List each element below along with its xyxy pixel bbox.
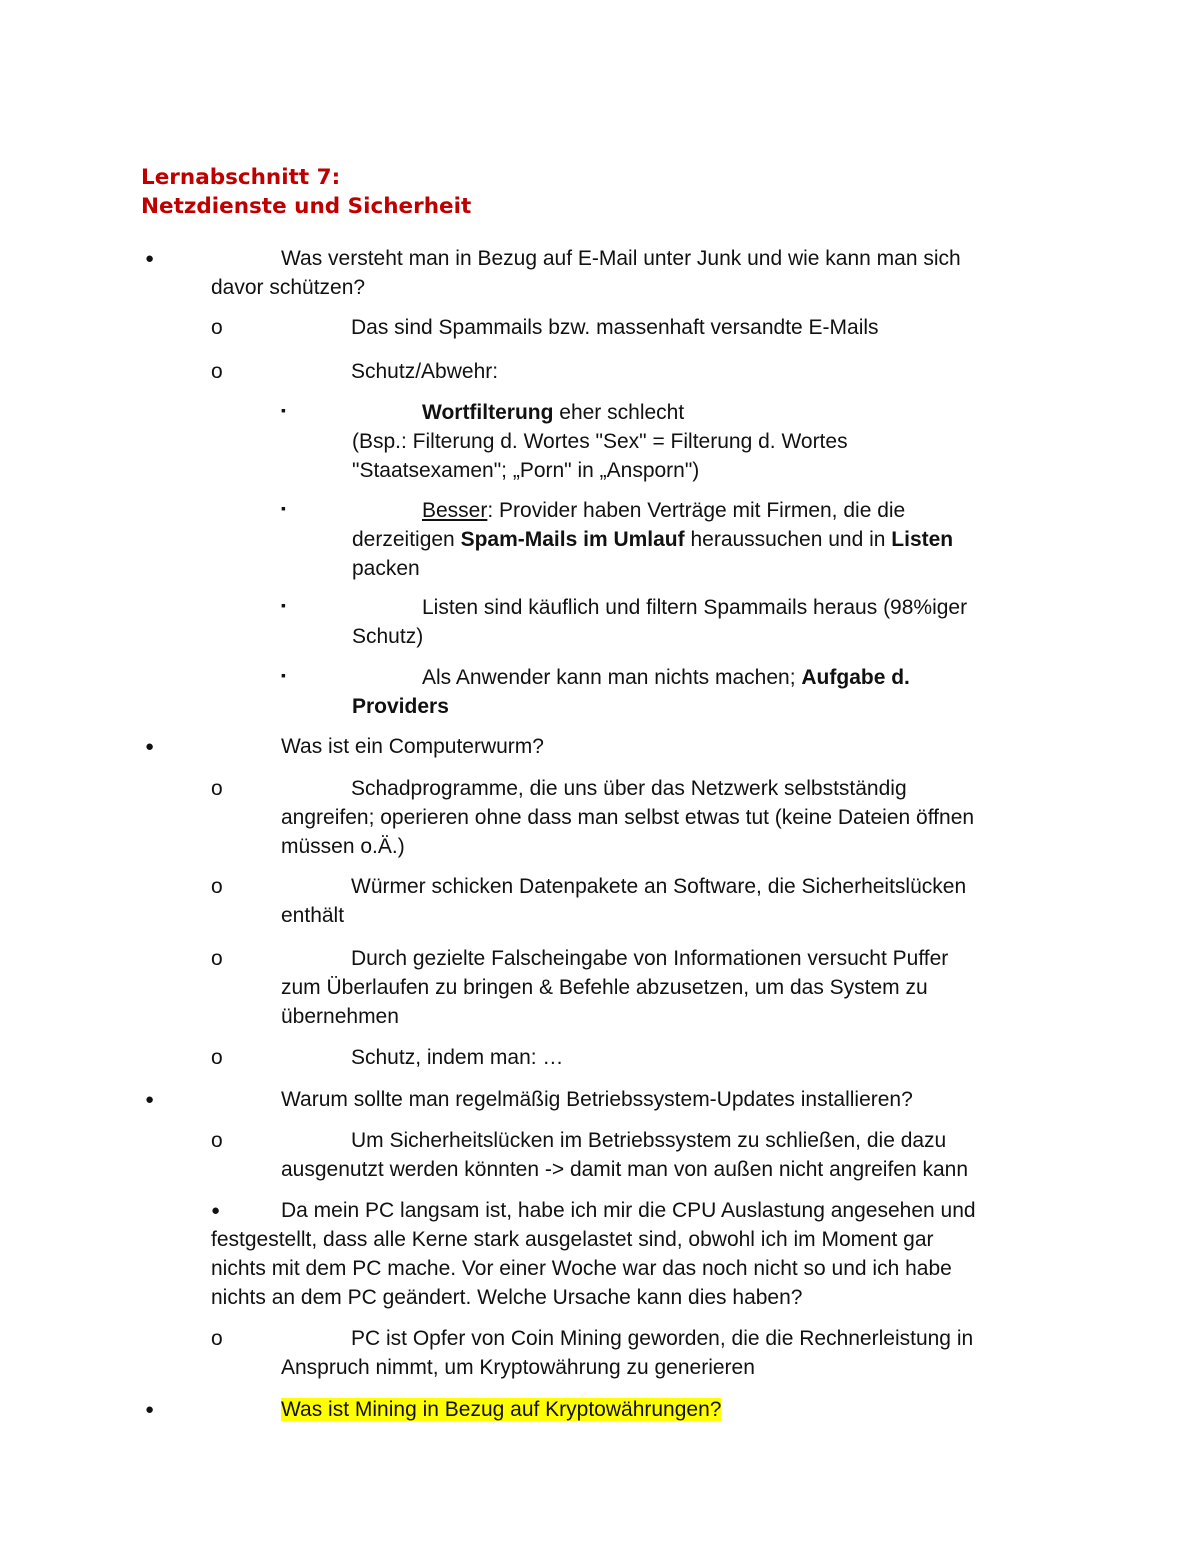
circle-bullet-icon: o bbox=[211, 1046, 223, 1069]
answer-text: Schutz/Abwehr: bbox=[351, 360, 499, 383]
answer-text: : Provider haben Verträge mit Firmen, die die bbox=[487, 499, 906, 522]
answer-item bbox=[211, 1324, 974, 1382]
question-text: Was ist ein Computerwurm? bbox=[281, 735, 544, 758]
answer-text: Durch gezielte Falscheingabe von Informationen versucht Puffer bbox=[351, 947, 949, 970]
answer-text: packen bbox=[352, 557, 420, 580]
answer-text: Um Sicherheitslücken im Betriebssystem zu schließen, die dazu bbox=[351, 1129, 947, 1152]
answer-text: (Bsp.: Filterung d. Wortes "Sex" = Filterung d. Wortes bbox=[352, 430, 848, 453]
bold-term: Aufgabe d. bbox=[801, 666, 910, 689]
answer-text: übernehmen bbox=[281, 1005, 399, 1028]
question-text: Warum sollte man regelmäßig Betriebssystem-Updates installieren? bbox=[281, 1088, 913, 1111]
bold-term: Wortfilterung bbox=[422, 401, 554, 424]
answer-text: Listen sind käuflich und filtern Spammails heraus (98%iger bbox=[422, 596, 968, 619]
question-cpu-load bbox=[211, 1196, 976, 1312]
answer-text: eher schlecht bbox=[553, 401, 685, 424]
question-mining bbox=[145, 1395, 722, 1424]
circle-bullet-icon: o bbox=[211, 777, 223, 800]
answer-text: angreifen; operieren ohne dass man selbst etwas tut (keine Dateien öffnen bbox=[281, 806, 975, 829]
question-text: nichts an dem PC geändert. Welche Ursache kann dies haben? bbox=[211, 1286, 803, 1309]
question-text: nichts mit dem PC mache. Vor einer Woche war das noch nicht so und ich habe bbox=[211, 1257, 952, 1280]
document-title bbox=[141, 163, 471, 221]
highlighted-question-text: Was ist Mining in Bezug auf Kryptowährungen? bbox=[281, 1398, 722, 1421]
circle-bullet-icon: o bbox=[211, 947, 223, 970]
answer-text: ausgenutzt werden könnten -> damit man von außen nicht angreifen kann bbox=[281, 1158, 969, 1181]
answer-text: müssen o.Ä.) bbox=[281, 835, 405, 858]
circle-bullet-icon: o bbox=[211, 875, 223, 898]
question-text: festgestellt, dass alle Kerne stark ausgelastet sind, obwohl ich im Moment gar bbox=[211, 1228, 934, 1251]
sub-answer-item bbox=[281, 663, 910, 721]
square-bullet-icon: ▪ bbox=[281, 500, 286, 516]
answer-item bbox=[211, 1043, 564, 1072]
bullet-icon: ● bbox=[145, 1091, 155, 1108]
bullet-icon: ● bbox=[145, 250, 155, 267]
answer-text: Als Anwender kann man nichts machen; bbox=[422, 666, 802, 689]
answer-text: Schutz) bbox=[352, 625, 424, 648]
answer-text: Schadprogramme, die uns über das Netzwerk selbstständig bbox=[351, 777, 907, 800]
question-text: davor schützen? bbox=[211, 276, 366, 299]
title-line-1: Lernabschnitt 7: bbox=[141, 165, 341, 190]
question-text: Da mein PC langsam ist, habe ich mir die CPU Auslastung angesehen und bbox=[281, 1199, 976, 1222]
answer-item bbox=[211, 944, 949, 1031]
question-junk-mail bbox=[145, 244, 961, 302]
circle-bullet-icon: o bbox=[211, 1129, 223, 1152]
answer-item bbox=[211, 774, 975, 861]
square-bullet-icon: ▪ bbox=[281, 667, 286, 683]
title-line-2: Netzdienste und Sicherheit bbox=[141, 194, 472, 219]
answer-item bbox=[211, 313, 879, 342]
answer-text: PC ist Opfer von Coin Mining geworden, die die Rechnerleistung in bbox=[351, 1327, 974, 1350]
question-computer-worm bbox=[145, 732, 544, 761]
circle-bullet-icon: o bbox=[211, 1327, 223, 1350]
bullet-icon: ● bbox=[145, 738, 155, 755]
answer-text: Würmer schicken Datenpakete an Software, die Sicherheitslücken bbox=[351, 875, 967, 898]
answer-text: Das sind Spammails bzw. massenhaft versandte E-Mails bbox=[351, 316, 879, 339]
bullet-icon: ● bbox=[145, 1401, 155, 1418]
answer-item bbox=[211, 872, 967, 930]
underlined-term: Besser bbox=[422, 499, 488, 522]
square-bullet-icon: ▪ bbox=[281, 597, 286, 613]
bold-term: Providers bbox=[352, 695, 449, 718]
bold-term: Listen bbox=[891, 528, 954, 551]
answer-text: heraussuchen und in bbox=[684, 528, 892, 551]
bullet-icon: ● bbox=[211, 1202, 221, 1219]
answer-text: Schutz, indem man: … bbox=[351, 1046, 564, 1069]
answer-item bbox=[211, 1126, 969, 1184]
bold-term: Spam-Mails im Umlauf bbox=[460, 528, 685, 551]
answer-text: zum Überlaufen zu bringen & Befehle abzusetzen, um das System zu bbox=[281, 976, 928, 999]
circle-bullet-icon: o bbox=[211, 316, 223, 339]
answer-text: Anspruch nimmt, um Kryptowährung zu generieren bbox=[281, 1356, 755, 1379]
sub-answer-item bbox=[281, 593, 968, 651]
question-os-updates bbox=[145, 1085, 913, 1114]
answer-text: "Staatsexamen"; „Porn" in „Ansporn") bbox=[352, 459, 700, 482]
question-text: Was versteht man in Bezug auf E-Mail unter Junk und wie kann man sich bbox=[281, 247, 961, 270]
circle-bullet-icon: o bbox=[211, 360, 223, 383]
sub-answer-item bbox=[281, 496, 1052, 583]
answer-item bbox=[211, 357, 499, 386]
answer-text: derzeitigen bbox=[352, 528, 461, 551]
sub-answer-item bbox=[281, 398, 848, 485]
answer-text: enthält bbox=[281, 904, 345, 927]
square-bullet-icon: ▪ bbox=[281, 402, 286, 418]
